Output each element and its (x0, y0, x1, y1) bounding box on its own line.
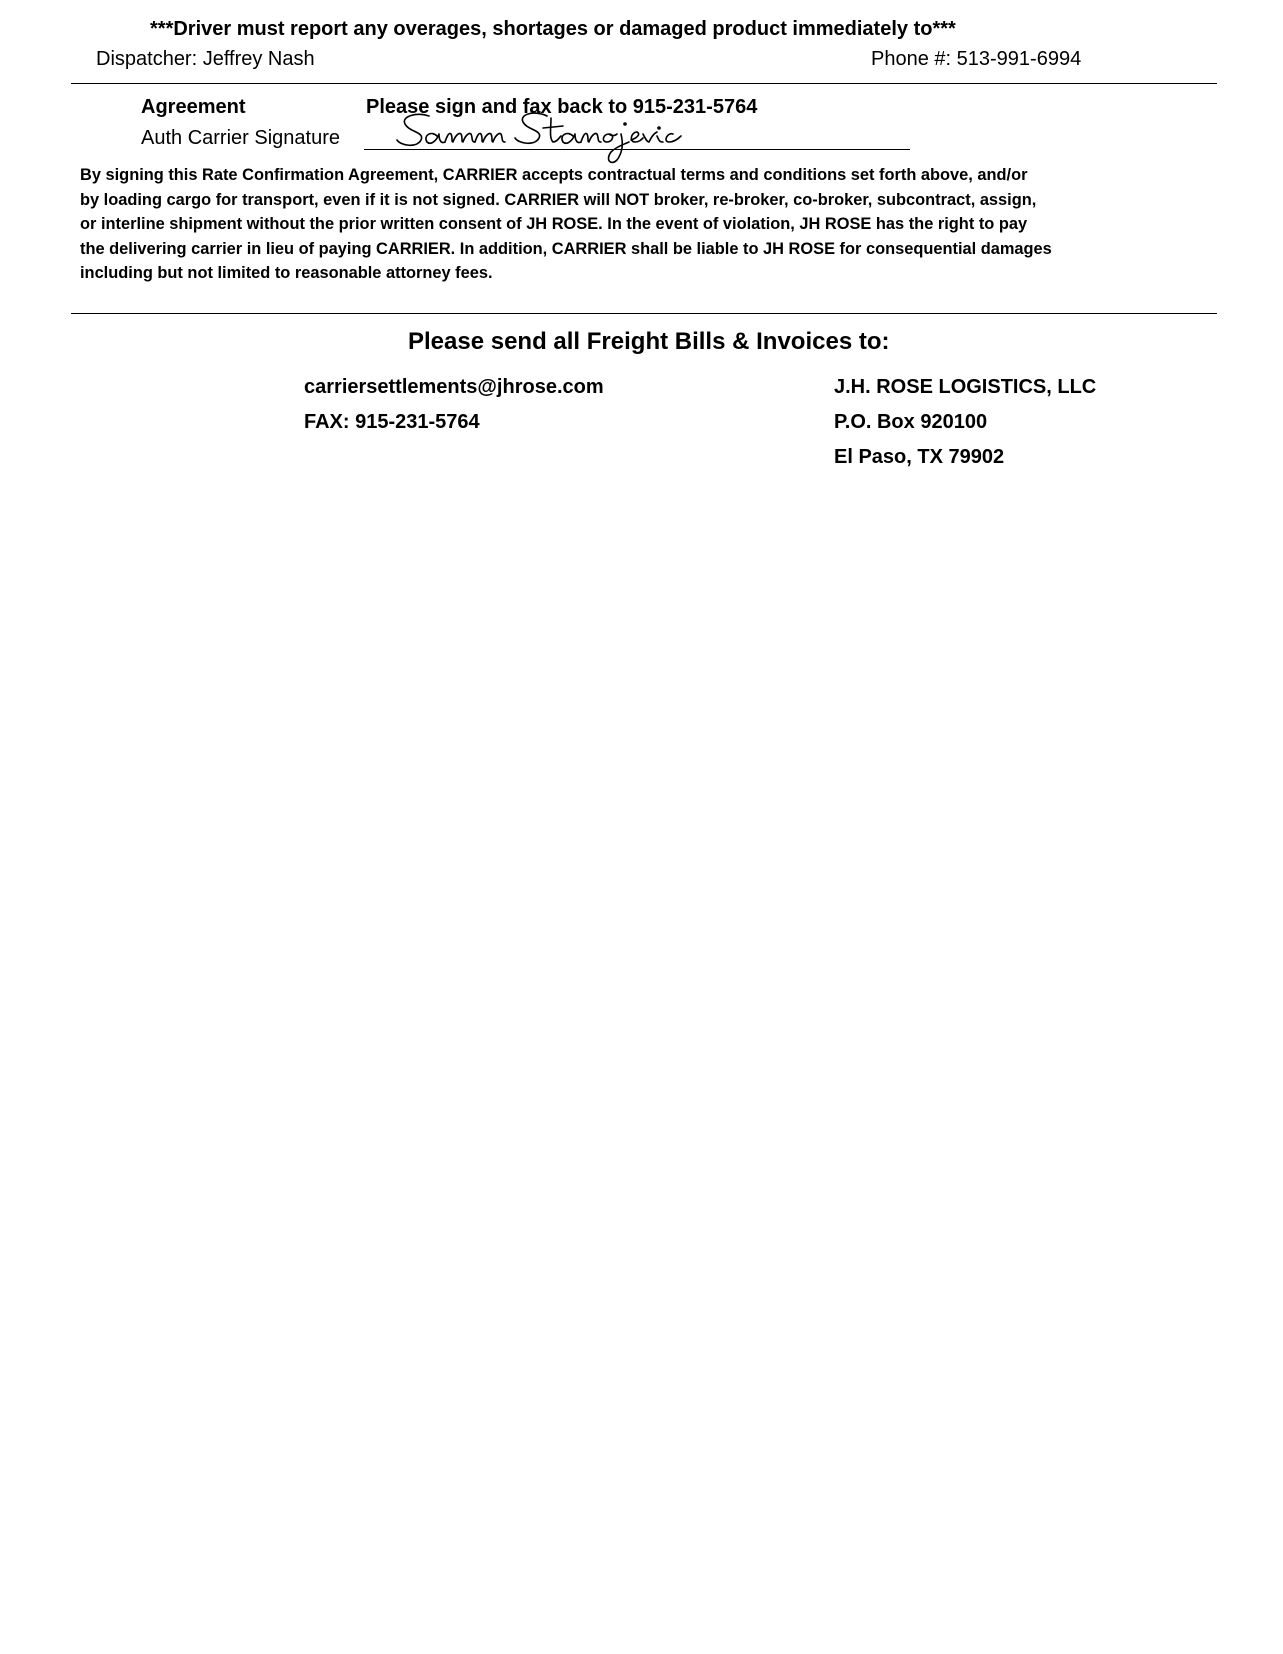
terms-line: By signing this Rate Confirmation Agreement, CARRIER accepts contractual terms and conditions set forth above, and/or (80, 166, 1028, 184)
phone-number: 513-991-6994 (956, 48, 1082, 70)
dispatcher-line (96, 48, 315, 71)
billing-email: carriersettlements@jhrose.com (304, 376, 604, 398)
terms-line: the delivering carrier in lieu of paying CARRIER. In addition, CARRIER shall be liable to JH ROSE for consequential damages (80, 239, 1052, 258)
terms-line: including but not limited to reasonable attorney fees. (80, 264, 493, 283)
terms-paragraph (80, 163, 1140, 286)
agreement-title: Agreement (141, 96, 246, 118)
bottom-divider (71, 313, 1217, 314)
invoice-heading: Please send all Freight Bills & Invoices to: (408, 328, 890, 355)
driver-notice: ***Driver must report any overages, shortages or damaged product immediately to*** (150, 18, 956, 40)
terms-line: by loading cargo for transport, even if it is not signed. CARRIER will NOT broker, re-broker, co-broker, subcontract, assign, (80, 190, 1037, 209)
billing-fax: FAX: 915-231-5764 (304, 411, 480, 433)
city-state-zip: El Paso, TX 79902 (834, 446, 1005, 468)
signature-label: Auth Carrier Signature (141, 127, 340, 149)
terms-line: or interline shipment without the prior written consent of JH ROSE. In the event of violation, JH ROSE has the right to pay (80, 215, 1028, 234)
company-name: J.H. ROSE LOGISTICS, LLC (834, 376, 1097, 398)
phone-line (871, 48, 1081, 71)
fax-instruction: Please sign and fax back to 915-231-5764 (366, 96, 758, 118)
dispatcher-name: Jeffrey Nash (202, 48, 315, 70)
po-box: P.O. Box 920100 (834, 411, 988, 433)
top-divider (71, 83, 1217, 84)
billing-address (834, 374, 1096, 479)
handwritten-signature (395, 108, 715, 168)
dispatcher-label: Dispatcher: (96, 48, 198, 70)
billing-contact (304, 374, 604, 444)
phone-label: Phone #: (871, 48, 952, 70)
